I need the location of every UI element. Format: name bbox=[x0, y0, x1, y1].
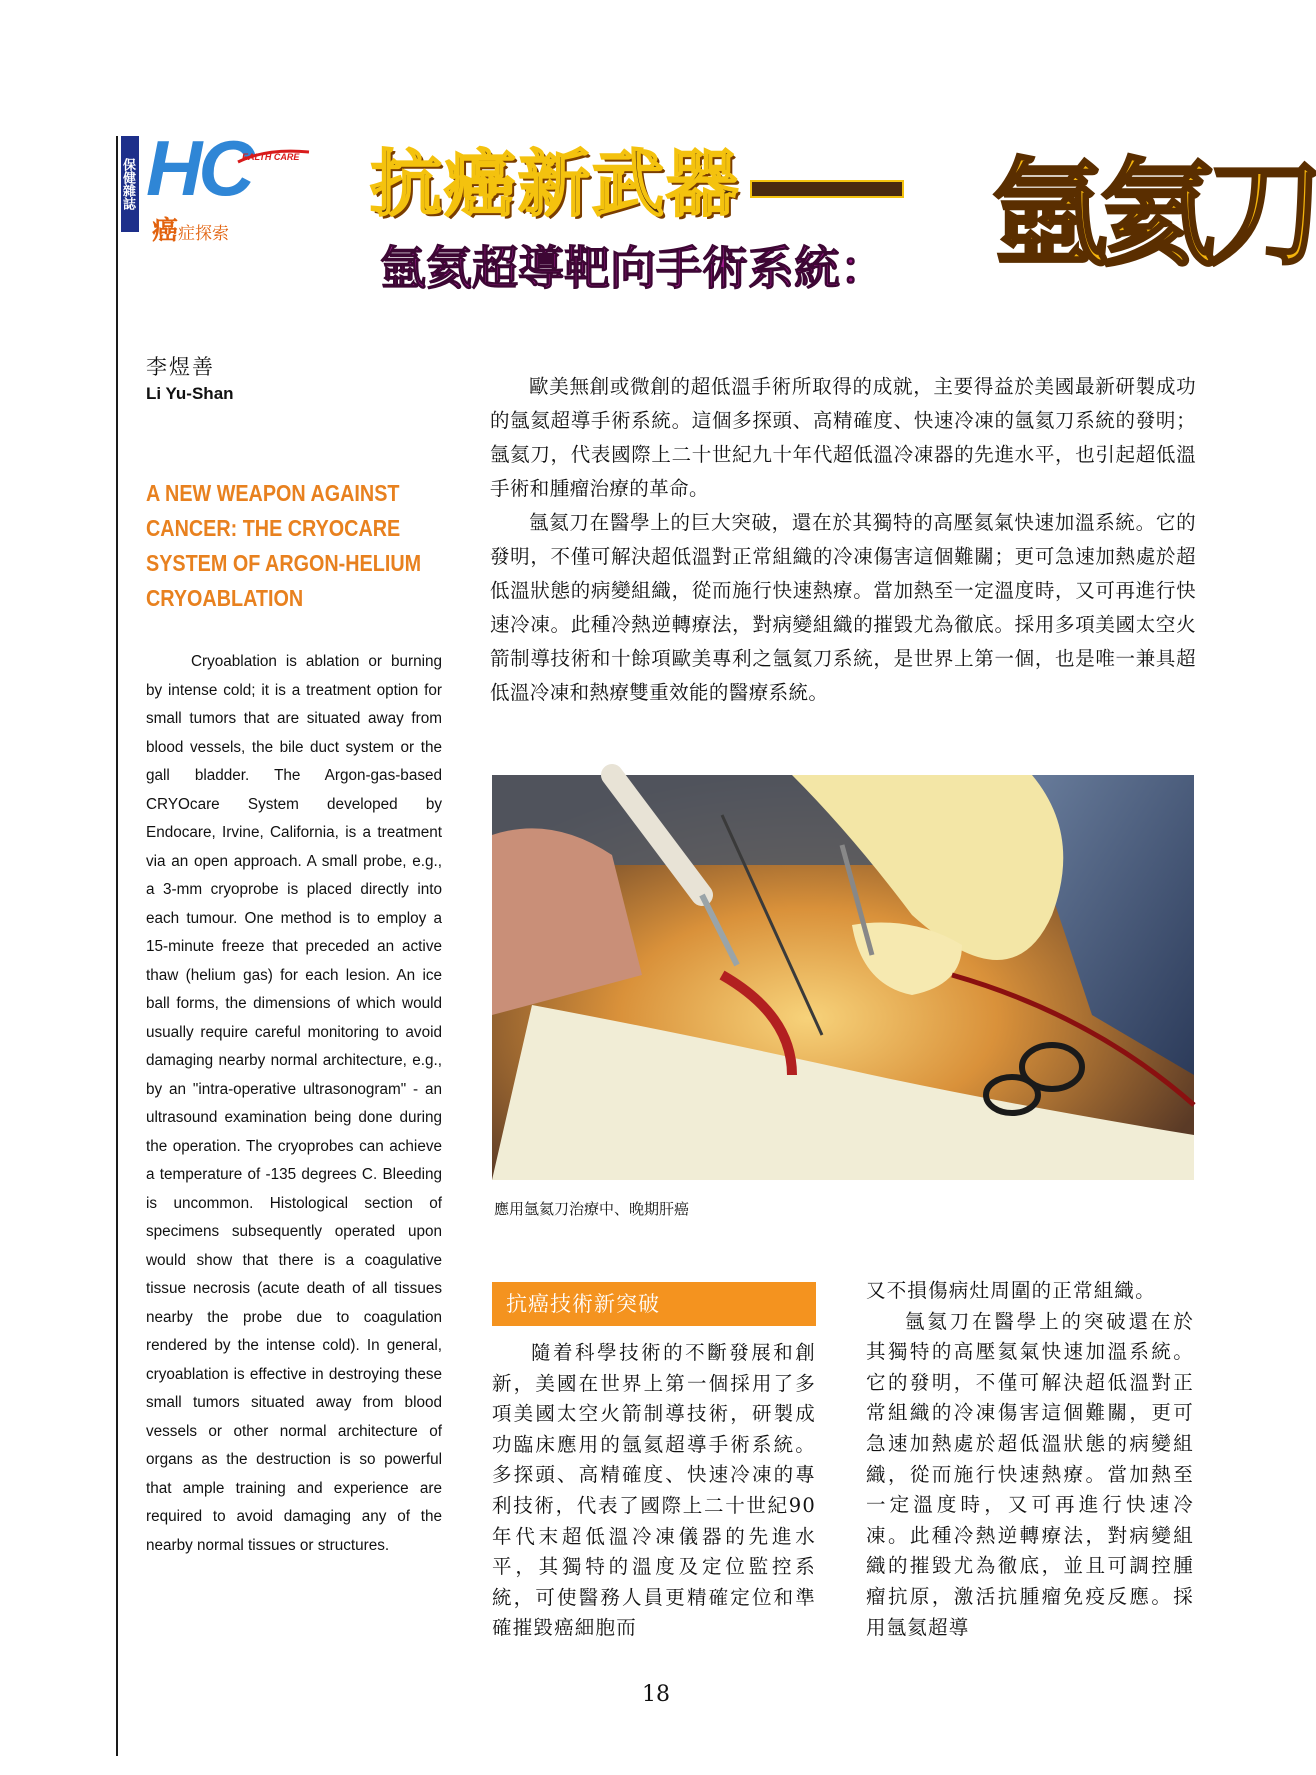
magazine-strip-label: 保健雜誌 bbox=[121, 136, 139, 232]
surgery-photo-image bbox=[492, 775, 1194, 1180]
logo-swoosh-text: EALTH CARE bbox=[242, 152, 300, 162]
logo-swoosh-icon bbox=[236, 146, 311, 168]
english-heading: A NEW WEAPON AGAINST CANCER: THE CRYOCARE SYSTEM OF ARGON-HELIUM CRYOABLATION bbox=[146, 480, 422, 611]
margin-rule bbox=[116, 136, 118, 1756]
logo-section-name bbox=[152, 210, 229, 247]
chinese-intro-paragraph-2: 氬氦刀在醫學上的巨大突破，還在於其獨特的高壓氦氣快速加溫系統。它的發明，不僅可解決超低溫對正常組織的冷凍傷害這個難關；更可急速加熱處於超低溫狀態的病變組織，從而施行快速熱療。當加熱至一定溫度時，又可再進行快速冷凍。此種冷熱逆轉療法，對病變組織的摧毀尤為徹底。採用多項美國太空火箭制導技術和十餘項歐美專利之氬氦刀系統，是世界上第一個，也是唯一兼具超低溫冷凍和熱療雙重效能的醫療系統。 bbox=[490, 511, 1196, 704]
body-column-2 bbox=[866, 1276, 1194, 1643]
body-column-1-text: 隨着科學技術的不斷發展和創新，美國在世界上第一個採用了多項美國太空火箭制導技術，研製成功臨床應用的氬氦超導手術系統。多探頭、高精確度、快速冷凍的專利技術，代表了國際上二十世紀90年代末超低溫冷凍儀器的先進水平，其獨特的溫度及定位監控系統，可使醫務人員更精確定位和準確摧毀癌細胞而 bbox=[492, 1341, 816, 1640]
main-title-text: 抗癌新武器 bbox=[370, 142, 741, 226]
main-title bbox=[370, 126, 914, 230]
body-column-2-paragraph: 氬氦刀在醫學上的突破還在於其獨特的高壓氦氣快速加溫系統。它的發明，不僅可解決超低溫對正常組織的冷凍傷害這個難關，更可急速加熱處於超低溫狀態的病變組織，從而施行快速熱療。當加熱至一定溫度時，又可再進行快速冷凍。此種冷熱逆轉療法，對病變組織的摧毀尤為徹底，並且可調控腫瘤抗原，激活抗腫瘤免疫反應。採用氬氦超導 bbox=[866, 1309, 1194, 1639]
body-column-1 bbox=[492, 1338, 816, 1644]
surgery-photo bbox=[492, 775, 1194, 1180]
title-knife: 氬氦刀 bbox=[992, 147, 1316, 282]
chinese-intro-paragraph-1: 歐美無創或微創的超低溫手術所取得的成就，主要得益於美國最新研製成功的氬氦超導手術系統。這個多探頭、高精確度、快速冷凍的氬氦刀系統的發明；氬氦刀，代表國際上二十世紀九十年代超低溫冷凍器的先進水平，也引起超低溫手術和腫瘤治療的革命。 bbox=[490, 375, 1196, 500]
logo-hc-letters: HC bbox=[146, 124, 251, 212]
healthcare-logo bbox=[146, 124, 306, 246]
body-column-2-continuation: 又不損傷病灶周圍的正常組織。 bbox=[866, 1279, 1156, 1302]
chinese-intro bbox=[490, 370, 1196, 710]
section-heading: 抗癌技術新突破 bbox=[492, 1282, 816, 1326]
title-dash bbox=[750, 180, 904, 198]
logo-section-big: 癌 bbox=[152, 216, 179, 246]
english-abstract: Cryoablation is ablation or burning by intense cold; it is a treatment option for small tumors that are situated away from blood vessels, the bile duct system or the gall bladder. The Argon-gas-based CRYOcare System developed by Endocare, Irvine, California, is a treatment via an open approach. A small probe, e.g., a 3-mm cryoprobe is placed directly into each tumour. One method is to employ a 15-minute freeze that preceded an active thaw (helium gas) for each lesion. An ice ball forms, the dimensions of which would usually require careful monitoring to avoid damaging nearby normal architecture, e.g., by an "intra-operative ultrasonogram" - an ultrasound examination being done during the operation. The cryoprobes can achieve a temperature of -135 degrees C. Bleeding is uncommon. Histological section of specimens subsequently operated upon would show that there is a coagulative tissue necrosis (acute death of all tissues nearby the probe due to coagulation rendered by the intense cold). In general, cryoablation is effective in destroying these small tumors situated away from blood vessels or other normal architecture of organs as the destruction is so powerful that ample training and experience are required to avoid damaging any of the nearby normal tissues or structures. bbox=[146, 653, 442, 1554]
page-number: 18 bbox=[642, 1682, 670, 1707]
author-name-cn: 李煜善 bbox=[146, 355, 215, 379]
author-name-en: Li Yu-Shan bbox=[146, 384, 234, 403]
photo-caption: 應用氬氦刀治療中、晚期肝癌 bbox=[494, 1200, 690, 1218]
subtitle: 氬氦超導靶向手術系統： bbox=[380, 241, 886, 295]
logo-section-rest: 症探索 bbox=[178, 224, 230, 244]
